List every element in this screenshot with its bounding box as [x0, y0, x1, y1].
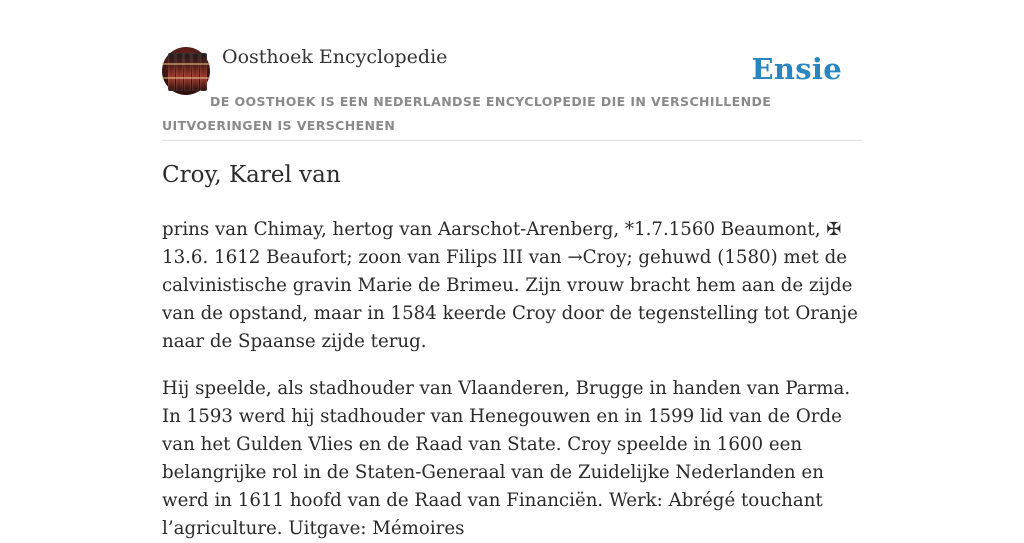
- site-name[interactable]: Oosthoek Encyclopedie: [222, 46, 448, 68]
- article-paragraph-2: Hij speelde, als stadhouder van Vlaanderen, Brugge in handen van Parma. In 1593 werd hij stadhouder van Henegouwen en in 1599 lid van de Orde van het Gulden Vlies en de Raad van State. Croy speelde in 1600 een belangrijke rol in de Staten-Generaal van de Zuidelijke Nederlanden en werd in 1611 hoofd van de Raad van Financiën. Werk: Abrégé touchant l’agriculture. Uitgave: Mémoires: [162, 378, 851, 539]
- article-title: Croy, Karel van: [162, 162, 341, 188]
- book-spine: [192, 53, 199, 91]
- book-band: [162, 63, 210, 65]
- paragraph-text: prins van Chimay, hertog van Aarschot-Arenberg, *1.7.1560 Beaumont, ✠ 13.6. 1612 Beaufort; zoon van Filips lII van: [162, 219, 842, 268]
- book-spine: [200, 53, 207, 91]
- site-header: [162, 0, 862, 141]
- brand-logo[interactable]: Ensie: [751, 52, 842, 86]
- page-container: [162, 0, 862, 539]
- book-spine: [176, 53, 183, 91]
- book-spine: [168, 53, 175, 91]
- book-spine: [184, 53, 191, 91]
- arrow-right-icon: →: [567, 247, 583, 268]
- site-tagline: DE OOSTHOEK IS EEN NEDERLANDSE ENCYCLOPEDIE DIE IN VERSCHILLENDE UITVOERINGEN IS VERSCHENEN: [162, 94, 772, 133]
- paragraph-text: ; gehuwd (1580) met de calvinistische gravin Marie de Brimeu. Zijn vrouw bracht hem aan de zijde van de opstand, maar in 1584 keerde Croy door de tegenstelling tot Oranje naar de Spaanse zijde terug.: [162, 247, 858, 352]
- cross-reference-link[interactable]: [567, 247, 626, 268]
- link-label: Croy: [582, 247, 627, 268]
- encyclopedia-books-icon[interactable]: [162, 47, 210, 95]
- article-paragraph-1: [162, 216, 862, 356]
- book-band: [162, 77, 210, 79]
